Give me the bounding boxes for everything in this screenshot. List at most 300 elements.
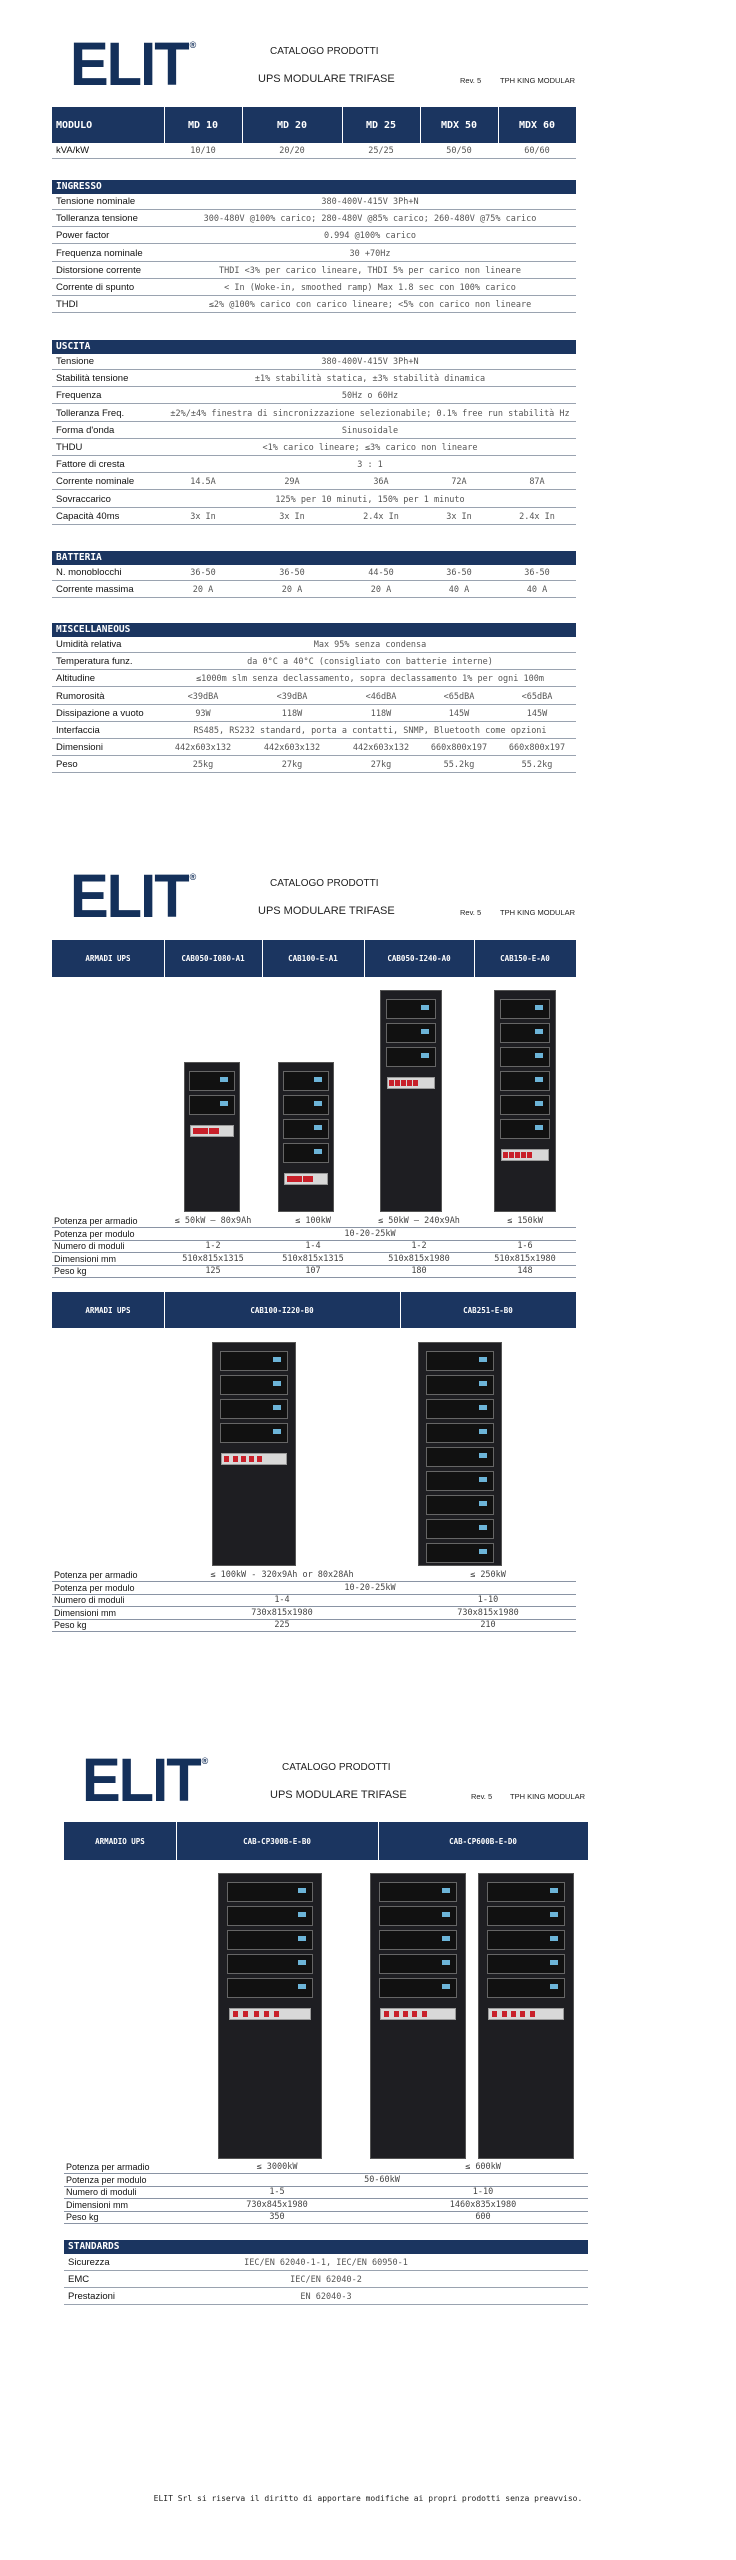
header-separator — [342, 107, 343, 143]
cabinet-header-row — [52, 1292, 576, 1328]
power-module — [283, 1095, 328, 1115]
power-module — [500, 1119, 550, 1139]
cell-value: ≤ 100kW — [295, 1216, 331, 1226]
spec-row — [52, 758, 576, 773]
cell-value: 87A — [529, 477, 545, 488]
spec-row — [52, 458, 576, 473]
cell-value: 350 — [269, 2212, 285, 2222]
power-module — [426, 1471, 495, 1491]
cabinet-model-name: CAB-CP300B-E-B0 — [243, 1836, 311, 1846]
breaker-switch — [403, 2011, 408, 2017]
product-subtitle: UPS MODULARE TRIFASE — [258, 905, 395, 917]
cell-value: 30 +70Hz — [349, 248, 391, 259]
spec-row — [52, 707, 576, 722]
cell-value: 145W — [526, 708, 548, 719]
spec-row — [52, 638, 576, 653]
cell-value: 1-6 — [517, 1241, 533, 1251]
cabinet-row — [52, 1570, 576, 1582]
row-label: Corrente massima — [56, 584, 134, 596]
cell-value: ≤ 250kW — [470, 1570, 506, 1580]
cell-value: da 0°C a 40°C (consigliato con batterie interne) — [247, 657, 493, 668]
elit-logo: ELIT ® — [70, 862, 197, 931]
revision: Rev. 5 — [460, 908, 482, 917]
breaker-switch — [292, 1176, 297, 1182]
cabinet-model-name: CAB050-I240-A0 — [387, 954, 451, 963]
cell-value: 50/50 — [446, 146, 472, 156]
breaker-switch — [407, 1080, 412, 1086]
section-header: STANDARDS — [64, 2240, 588, 2254]
cell-value: ≤2% @100% carico con carico lineare; <5% con carico non lineare — [208, 300, 532, 311]
header-separator — [378, 1822, 379, 1860]
power-module — [500, 1095, 550, 1115]
breaker-switch — [413, 1080, 418, 1086]
cabinet-model-name: CAB100-I220-B0 — [250, 1305, 314, 1315]
row-label: Dimensioni mm — [66, 2199, 129, 2210]
power-module — [426, 1495, 495, 1515]
row-label: THDI — [56, 299, 79, 311]
product-subtitle: UPS MODULARE TRIFASE — [270, 1789, 407, 1801]
cell-value: 20 A — [192, 585, 214, 596]
power-module — [386, 1047, 436, 1067]
spec-row — [52, 389, 576, 404]
row-label: Potenza per modulo — [54, 1582, 135, 1593]
header-label: ARMADI UPS — [85, 954, 131, 963]
cell-value: 25/25 — [368, 146, 394, 156]
breaker-panel — [488, 2008, 563, 2020]
cell-value: 93W — [195, 708, 211, 719]
row-label: Peso kg — [54, 1620, 87, 1630]
cabinet-model-name: CAB-CP600B-E-D0 — [449, 1836, 517, 1846]
cell-value: IEC/EN 62040-1-1, IEC/EN 60950-1 — [244, 2258, 408, 2268]
power-module — [227, 1882, 313, 1902]
cell-value: 118W — [370, 708, 392, 719]
breaker-switch — [193, 1128, 198, 1134]
power-module — [220, 1399, 289, 1419]
header-separator — [400, 1292, 401, 1328]
cell-value: 44-50 — [368, 568, 394, 578]
catalog-title: CATALOGO PRODOTTI — [270, 878, 379, 889]
cell-value: 2.4x In — [519, 511, 555, 522]
breaker-switch — [274, 2011, 279, 2017]
spec-row — [52, 441, 576, 456]
breaker-switch — [394, 2011, 399, 2017]
power-module — [379, 1978, 458, 1998]
header-separator — [242, 107, 243, 143]
breaker-switch — [502, 2011, 507, 2017]
cell-value: 1-5 — [269, 2187, 285, 2197]
cabinet-model-name: CAB100-E-A1 — [288, 954, 338, 963]
row-label: Dimensioni — [56, 742, 103, 754]
breaker-switch — [224, 1456, 229, 1462]
cell-value: 36-50 — [190, 568, 216, 578]
breaker-switch — [203, 1128, 208, 1134]
cell-value: 380-400V-415V 3Ph+N — [321, 357, 419, 367]
power-module — [220, 1375, 289, 1395]
row-label: Stabilità tensione — [56, 373, 129, 385]
header-label: ARMADIO UPS — [95, 1836, 145, 1846]
catalog-title: CATALOGO PRODOTTI — [282, 1762, 391, 1773]
power-module — [426, 1399, 495, 1419]
cell-value: 10-20-25kW — [344, 1582, 396, 1593]
cabinet-row — [52, 1241, 576, 1253]
cell-value: 55.2kg — [521, 760, 553, 771]
column-header-model: MD 10 — [187, 119, 219, 131]
cell-value: 730x815x1980 — [251, 1607, 313, 1618]
spec-row — [52, 655, 576, 670]
breaker-switch — [308, 1176, 313, 1182]
cell-value: 1-10 — [477, 1595, 499, 1605]
cell-value: IEC/EN 62040-2 — [290, 2275, 362, 2285]
row-label: Tolleranza Freq. — [56, 407, 125, 419]
row-label: Potenza per modulo — [54, 1228, 135, 1239]
breaker-switch — [303, 1176, 308, 1182]
power-module — [500, 1047, 550, 1067]
row-label: Tensione — [56, 356, 95, 367]
cell-value: 50-60kW — [364, 2174, 400, 2185]
row-label: Sovraccarico — [56, 493, 111, 505]
breaker-switch — [384, 2011, 389, 2017]
cell-value: <1% carico lineare; ≤3% carico non lineare — [262, 443, 478, 453]
power-module — [487, 1954, 566, 1974]
cell-value: 72A — [451, 477, 467, 488]
cell-value: 442x603x132 — [352, 743, 410, 754]
spec-row — [52, 355, 576, 370]
cell-value: 60/60 — [524, 146, 550, 156]
cell-value: 36-50 — [524, 568, 550, 578]
row-label: Distorsione corrente — [56, 264, 142, 276]
header-separator — [474, 940, 475, 977]
row-label: Altitudine — [56, 673, 96, 685]
cell-value: ≤ 600kW — [465, 2162, 501, 2172]
power-module — [283, 1071, 328, 1091]
breaker-switch — [233, 2011, 238, 2017]
ups-cabinet-image — [418, 1342, 502, 1566]
row-label: Peso kg — [66, 2212, 99, 2222]
catalog-title: CATALOGO PRODOTTI — [270, 46, 379, 57]
standards-row — [64, 2256, 588, 2271]
cell-value: <46dBA — [365, 691, 397, 702]
ups-cabinet-image — [478, 1873, 574, 2159]
breaker-switch — [401, 1080, 406, 1086]
column-header-model: MD 20 — [276, 119, 308, 131]
cell-value: ≤ 50kW – 80x9Ah — [174, 1216, 252, 1226]
revision: Rev. 5 — [460, 76, 482, 85]
cabinet-header-row — [52, 940, 576, 977]
breaker-switch — [209, 1128, 214, 1134]
power-module — [227, 1978, 313, 1998]
cell-value: 36-50 — [279, 568, 305, 578]
cell-value: 510x815x1980 — [388, 1253, 450, 1264]
cell-value: 10-20-25kW — [344, 1228, 396, 1239]
breaker-switch — [257, 1456, 262, 1462]
ups-cabinet-image — [184, 1062, 240, 1212]
ups-cabinet-image — [494, 990, 556, 1212]
breaker-switch — [511, 2011, 516, 2017]
spec-row — [52, 212, 576, 227]
ups-cabinet-image — [370, 1873, 466, 2159]
cell-value: ≤ 100kW - 320x9Ah or 80x28Ah — [210, 1570, 354, 1580]
column-header-model: MD 25 — [365, 119, 397, 131]
cell-value: Sinusoidale — [341, 425, 399, 436]
cell-value: 510x815x1980 — [494, 1253, 556, 1264]
cabinet-row — [52, 1608, 576, 1620]
row-label: Tensione nominale — [56, 196, 136, 207]
row-label: Potenza per armadio — [66, 2162, 150, 2172]
power-module — [227, 1930, 313, 1950]
cell-value: 1-4 — [274, 1595, 290, 1605]
ups-cabinet-image — [218, 1873, 322, 2159]
cell-value: EN 62040-3 — [300, 2292, 352, 2302]
cabinet-row — [52, 1266, 576, 1278]
spec-row — [52, 510, 576, 525]
cell-value: 730x845x1980 — [246, 2199, 308, 2210]
ups-cabinet-image — [278, 1062, 334, 1212]
cell-value: 125% per 10 minuti, 150% per 1 minuto — [275, 494, 465, 505]
column-header-modulo: MODULO — [56, 119, 93, 131]
row-label: Frequenza nominale — [56, 247, 143, 259]
cell-value: 107 — [305, 1266, 321, 1276]
power-module — [500, 999, 550, 1019]
row-label: THDU — [56, 442, 83, 453]
breaker-switch — [521, 1152, 526, 1158]
spec-row — [52, 264, 576, 279]
breaker-switch — [233, 1456, 238, 1462]
cell-value: 20/20 — [279, 146, 305, 156]
row-label: Frequenza — [56, 390, 102, 402]
breaker-switch — [509, 1152, 514, 1158]
cabinet-row — [64, 2175, 588, 2187]
cell-value: ≤ 50kW – 240x9Ah — [378, 1216, 460, 1226]
cell-value: <39dBA — [276, 691, 308, 702]
spec-row — [52, 298, 576, 313]
breaker-switch — [527, 1152, 532, 1158]
cabinet-model-name: CAB150-E-A0 — [500, 954, 550, 963]
power-module — [189, 1095, 234, 1115]
row-label: Dimensioni mm — [54, 1253, 117, 1264]
breaker-switch — [503, 1152, 508, 1158]
section-header: USCITA — [52, 340, 576, 354]
cabinet-model-name: CAB251-E-B0 — [463, 1305, 513, 1315]
row-label: Potenza per armadio — [54, 1570, 138, 1580]
spec-row — [52, 407, 576, 422]
section-header: INGRESSO — [52, 180, 576, 194]
row-label: Interfaccia — [56, 725, 100, 736]
breaker-switch — [198, 1128, 203, 1134]
cell-value: < In (Woke-in, smoothed ramp) Max 1.8 sec con 100% carico — [224, 283, 516, 293]
breaker-switch — [412, 2011, 417, 2017]
cell-value: 380-400V-415V 3Ph+N — [321, 197, 419, 207]
breaker-switch — [520, 2011, 525, 2017]
power-module — [220, 1351, 289, 1371]
row-label: Peso kg — [54, 1266, 87, 1276]
power-module — [426, 1543, 495, 1563]
spec-row — [52, 372, 576, 387]
cell-value: 1-4 — [305, 1241, 321, 1251]
power-module — [220, 1423, 289, 1443]
cell-value: 442x603x132 — [174, 743, 232, 754]
series-name: TPH KING MODULAR — [500, 908, 576, 917]
spec-row — [52, 583, 576, 598]
cell-value: 510x815x1315 — [182, 1253, 244, 1264]
section-header: BATTERIA — [52, 551, 576, 565]
row-label: Dissipazione a vuoto — [56, 707, 144, 719]
spec-row — [52, 475, 576, 490]
breaker-switch — [492, 2011, 497, 2017]
power-module — [487, 1978, 566, 1998]
cell-value: 29A — [284, 477, 300, 488]
power-module — [227, 1954, 313, 1974]
cell-value: 510x815x1315 — [282, 1253, 344, 1264]
power-module — [189, 1071, 234, 1091]
power-module — [426, 1447, 495, 1467]
series-name: TPH KING MODULAR — [510, 1792, 586, 1801]
cell-value: 148 — [517, 1266, 533, 1276]
standards-row — [64, 2290, 588, 2305]
power-module — [379, 1954, 458, 1974]
header-separator — [498, 107, 499, 143]
cell-value: 1-2 — [205, 1241, 221, 1251]
cell-value: Max 95% senza condensa — [313, 640, 427, 650]
cell-value: 730x815x1980 — [457, 1607, 519, 1618]
cell-value: 118W — [281, 708, 303, 719]
cell-value: 50Hz o 60Hz — [341, 391, 399, 402]
column-header-model: MDX 60 — [518, 119, 556, 131]
cell-value: 3 : 1 — [357, 460, 383, 471]
cell-value: 210 — [480, 1620, 496, 1630]
standards-row — [64, 2273, 588, 2288]
cell-value: ≤ 3000kW — [256, 2162, 298, 2172]
cabinet-row — [64, 2212, 588, 2224]
power-module — [500, 1023, 550, 1043]
power-module — [379, 1906, 458, 1926]
power-module — [379, 1882, 458, 1902]
row-label: Dimensioni mm — [54, 1607, 117, 1618]
power-module — [426, 1423, 495, 1443]
cell-value: 3x In — [279, 511, 305, 522]
cell-value: 27kg — [370, 760, 392, 771]
spec-row — [52, 672, 576, 687]
power-module — [487, 1930, 566, 1950]
cell-value: 442x603x132 — [263, 743, 321, 754]
cell-value: 660x800x197 — [508, 743, 566, 754]
row-label: Capacità 40ms — [56, 510, 120, 522]
spec-row — [52, 566, 576, 581]
cabinet-row — [52, 1595, 576, 1607]
header-separator — [262, 940, 263, 977]
series-name: TPH KING MODULAR — [500, 76, 576, 85]
row-label: Fattore di cresta — [56, 459, 125, 471]
spec-row — [52, 281, 576, 296]
breaker-switch — [214, 1128, 219, 1134]
cell-value: 180 — [411, 1266, 427, 1276]
product-subtitle: UPS MODULARE TRIFASE — [258, 73, 395, 85]
cell-value: 40 A — [448, 585, 470, 596]
power-module — [426, 1375, 495, 1395]
breaker-switch — [297, 1176, 302, 1182]
power-module — [379, 1930, 458, 1950]
cabinet-row — [52, 1254, 576, 1266]
header-label: ARMADI UPS — [85, 1305, 131, 1315]
cell-value: 0.994 @100% carico — [323, 231, 417, 242]
cell-value: 27kg — [281, 760, 303, 771]
row-label: Tolleranza tensione — [56, 213, 138, 225]
column-header-model: MDX 50 — [440, 119, 478, 131]
spec-row — [52, 229, 576, 244]
row-label: Forma d'onda — [56, 424, 115, 436]
header-separator — [164, 1292, 165, 1328]
cell-value: RS485, RS232 standard, porta a contatti, SNMP, Bluetooth come opzioni — [193, 726, 547, 736]
cabinet-row — [52, 1620, 576, 1632]
cell-value: 36-50 — [446, 568, 472, 578]
row-label: Rumorosità — [56, 690, 105, 702]
row-label: N. monoblocchi — [56, 567, 122, 578]
cabinet-row — [64, 2187, 588, 2199]
breaker-switch — [389, 1080, 394, 1086]
cabinet-model-name: CAB050-I080-A1 — [181, 954, 245, 963]
power-module — [500, 1071, 550, 1091]
cell-value: 225 — [274, 1620, 290, 1630]
row-label: Power factor — [56, 230, 110, 242]
cabinet-row — [64, 2200, 588, 2212]
row-label: Numero di moduli — [54, 1241, 125, 1251]
power-module — [487, 1882, 566, 1902]
cell-value: 14.5A — [190, 477, 216, 488]
cell-value: 1460x835x1980 — [449, 2199, 517, 2210]
header-separator — [164, 107, 165, 143]
ups-cabinet-image — [212, 1342, 296, 1566]
breaker-switch — [530, 2011, 535, 2017]
cell-value: 55.2kg — [443, 760, 475, 771]
cell-value: ±2%/±4% finestra di sincronizzazione selezionabile; 0.1% free run stabilità Hz — [170, 408, 570, 419]
row-label: Potenza per armadio — [54, 1216, 138, 1226]
header-separator — [164, 940, 165, 977]
cabinet-row — [64, 2162, 588, 2174]
cabinet-row — [52, 1583, 576, 1595]
cell-value: 40 A — [526, 585, 548, 596]
cabinet-row — [52, 1229, 576, 1241]
row-label: EMC — [68, 2274, 90, 2285]
cabinet-header-row — [64, 1822, 588, 1860]
cell-value: 1-2 — [411, 1241, 427, 1251]
power-module — [227, 1906, 313, 1926]
spec-row — [52, 144, 576, 159]
revision: Rev. 5 — [471, 1792, 493, 1801]
spec-row — [52, 247, 576, 262]
header-separator — [364, 940, 365, 977]
breaker-switch — [395, 1080, 400, 1086]
header-separator — [176, 1822, 177, 1860]
breaker-panel — [229, 2008, 311, 2020]
cell-value: 20 A — [281, 585, 303, 596]
row-label: Temperatura funz. — [56, 656, 133, 668]
breaker-switch — [249, 1456, 254, 1462]
breaker-switch — [515, 1152, 520, 1158]
breaker-switch — [264, 2011, 269, 2017]
breaker-switch — [422, 2011, 427, 2017]
cell-value: 145W — [448, 708, 470, 719]
power-module — [487, 1906, 566, 1926]
cell-value: 36A — [373, 477, 389, 488]
spec-row — [52, 724, 576, 739]
breaker-switch — [243, 2011, 248, 2017]
header-separator — [420, 107, 421, 143]
power-module — [426, 1351, 495, 1371]
spec-row — [52, 424, 576, 439]
spec-row — [52, 493, 576, 508]
cell-value: 1-10 — [472, 2187, 494, 2197]
elit-logo: ELIT ® — [82, 1746, 209, 1815]
breaker-switch — [241, 1456, 246, 1462]
